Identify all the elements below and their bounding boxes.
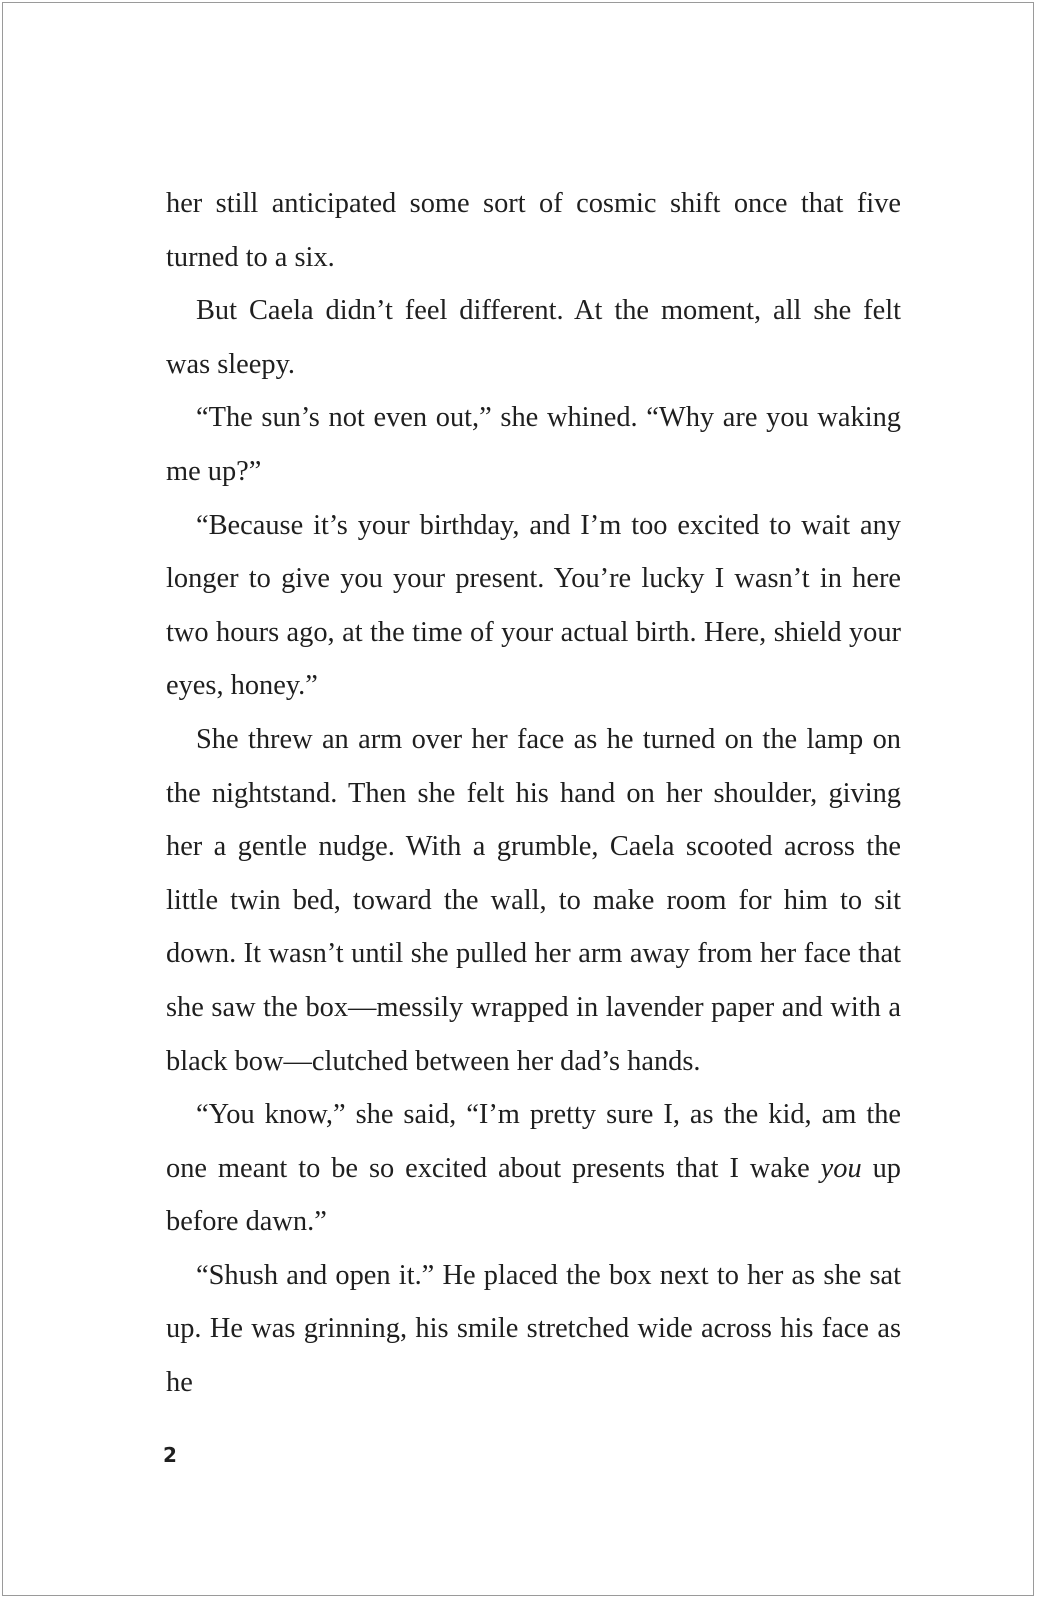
paragraph-text: up before dawn.”: [166, 1152, 901, 1238]
book-page: [2, 2, 1034, 1596]
paragraph: She threw an arm over her face as he turned on the lamp on the nightstand. Then she felt his hand on her shoulder, giving her a gentle nudge. With a grumble, Caela scooted across the little twin bed, toward the wall, to make room for him to sit down. It wasn’t until she pulled her arm away from her face that she saw the box—messily wrapped in lavender paper and with a black bow—clutched between her dad’s hands.: [166, 723, 901, 1077]
body-text: [166, 177, 901, 1410]
paragraph: “Because it’s your birthday, and I’m too excited to wait any longer to give you your present. You’re lucky I wasn’t in here two hours ago, at the time of your actual birth. Here, shield your eyes, honey.”: [166, 509, 901, 702]
italic-emphasis: you: [820, 1152, 862, 1184]
paragraph: “The sun’s not even out,” she whined. “Why are you waking me up?”: [166, 402, 901, 487]
paragraph-text: “You know,” she said, “I’m pretty sure I, as the kid, am the one meant to be so excited about presents that I wake: [166, 1099, 901, 1184]
page-number: 2: [163, 1443, 177, 1467]
paragraph: her still anticipated some sort of cosmic shift once that five turned to a six.: [166, 188, 901, 273]
paragraph: “Shush and open it.” He placed the box next to her as she sat up. He was grinning, his smile stretched wide across his face as he: [166, 1259, 901, 1399]
paragraph: But Caela didn’t feel different. At the moment, all she felt was sleepy.: [166, 295, 901, 380]
paragraph: [166, 1088, 901, 1249]
